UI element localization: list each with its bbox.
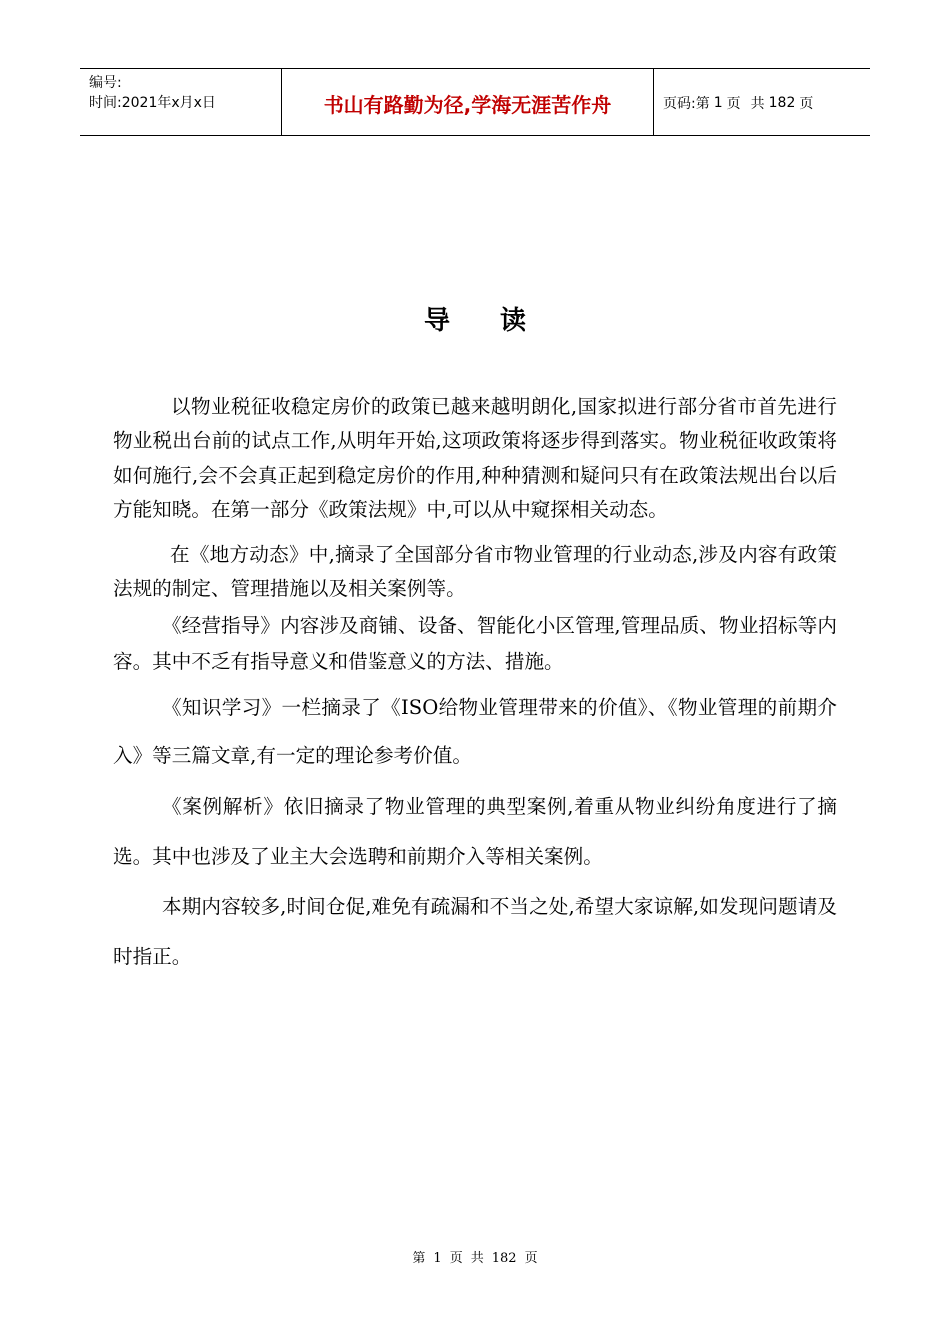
number-label: 编号: <box>89 75 122 91</box>
page-title <box>0 300 950 337</box>
header-motto: 书山有路勤为径,学海无涯苦作舟 <box>281 69 654 135</box>
page-header <box>80 68 870 136</box>
footer-word-3: 共 <box>470 1251 484 1266</box>
header-meta <box>80 69 281 135</box>
paragraph: 以物业税征收稳定房价的政策已越来越明朗化,国家拟进行部分省市首先进行物业税出台前的试点工作,从明年开始,这项政策将逐步得到落实。物业税征收政策将如何施行,会不会真正起到稳定房价的作用,种种猜测和疑问只有在政策法规出台以后方能知晓。在第一部分《政策法规》中,可以从中窥探相关动态。 <box>113 395 837 522</box>
page-current: 1 <box>713 95 723 111</box>
time-label: 时间:2021年x月x日 <box>89 95 216 111</box>
document-body <box>113 390 837 982</box>
page-footer <box>0 1247 950 1266</box>
paragraph: 《经营指导》内容涉及商铺、设备、智能化小区管理,管理品质、物业招标等内容。其中不乏有指导意义和借鉴意义的方法、措施。 <box>113 614 837 674</box>
page-prefix: 页码:第 <box>663 96 710 112</box>
footer-total-pages: 182 <box>491 1251 517 1266</box>
footer-word-1: 第 <box>412 1251 426 1266</box>
paragraph: 《知识学习》一栏摘录了《ISO给物业管理带来的价值》、《物业管理的前期介入》等三篇文章,有一定的理论参考价值。 <box>113 696 837 768</box>
header-page-info <box>654 69 870 135</box>
page-mid: 页 <box>726 96 741 112</box>
page-total: 182 <box>768 95 796 111</box>
page-suffix: 页 <box>799 96 814 112</box>
footer-word-4: 页 <box>524 1251 538 1266</box>
page-total-prefix: 共 <box>750 96 765 112</box>
title-part-2: 读 <box>500 306 527 336</box>
title-part-1: 导 <box>423 306 450 336</box>
paragraph: 本期内容较多,时间仓促,难免有疏漏和不当之处,希望大家谅解,如发现问题请及时指正。 <box>113 894 837 968</box>
paragraph: 在《地方动态》中,摘录了全国部分省市物业管理的行业动态,涉及内容有政策法规的制定、管理措施以及相关案例等。 <box>113 542 837 601</box>
footer-current-page: 1 <box>433 1251 442 1266</box>
paragraph: 《案例解析》依旧摘录了物业管理的典型案例,着重从物业纠纷角度进行了摘选。其中也涉及了业主大会选聘和前期介入等相关案例。 <box>113 794 837 868</box>
footer-word-2: 页 <box>449 1251 463 1266</box>
